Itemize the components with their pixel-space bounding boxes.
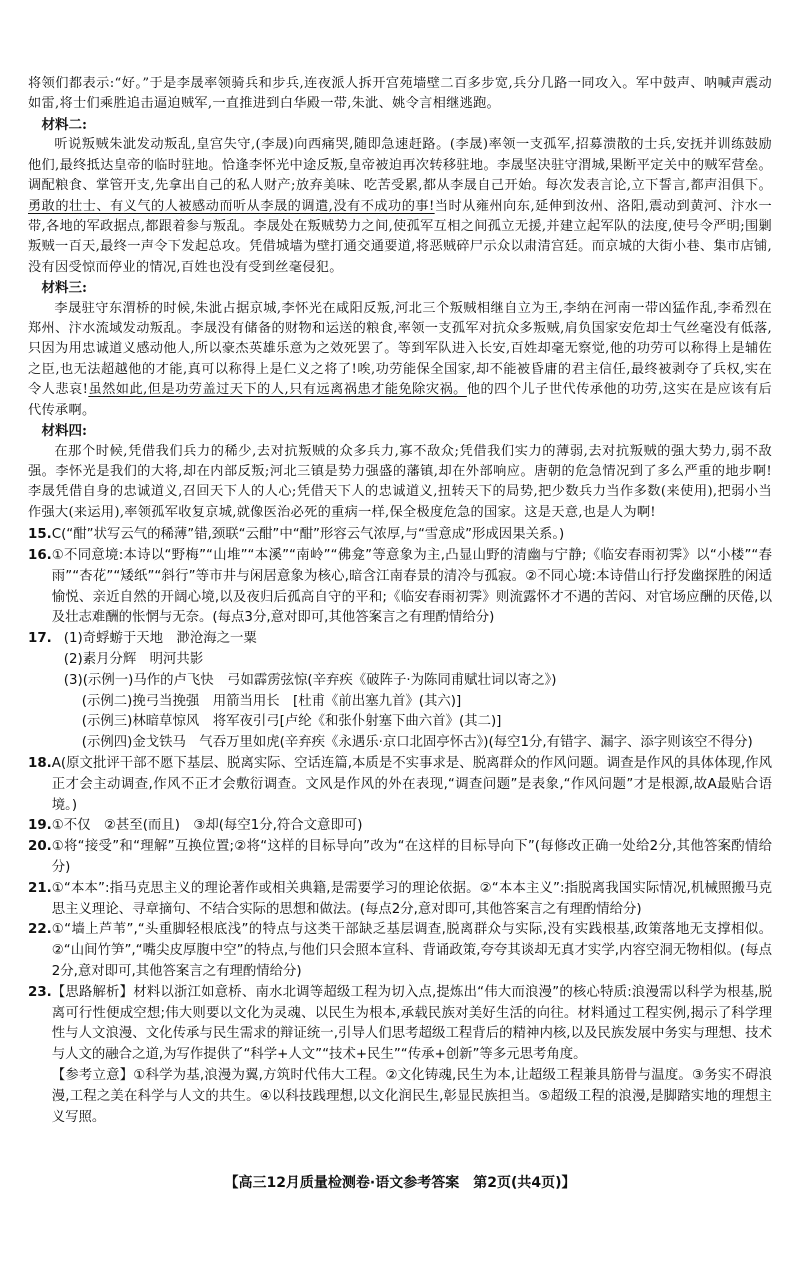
answer-17-line-3: (3)(示例一)马作的卢飞快 弓如霹雳弦惊(辛弃疾《破阵子·为陈同甫赋壮词以寄之》) xyxy=(63,672,557,688)
answer-text: A(原文批评干部不愿下基层、脱离实际、空话连篇,本质是不实事求是、脱离群众的作风问题。调查是作风的具体体现,作风正才会主动调查,作风不正才会敷衍调查。文风是作风的外在表现,“调查问题”是表象,“作风问题”才是根源,故A最贴合语境。) xyxy=(51,755,772,813)
answer-number: 21. xyxy=(28,880,52,896)
material-2-part1: 听说叛贼朱泚发动叛乱,皇宫失守,(李晟)向西痛哭,随即急速赶路。(李晟)率领一支孤军,招募溃散的士兵,安抚并训练鼓励他们,最终抵达皇帝的临时驻地。恰逢李怀光中途反叛,皇帝被迫再次转移驻地。李晟坚决驻守渭城,果断平定关中的贼军营垒。调配粮食、掌管开支,先拿出自己的私人财产;放弃美味、吃苦受累,都从李晟自己开始。每次发表言论,立下誓言,都声泪俱下。 xyxy=(28,137,772,194)
answer-text: C(“酣”状写云气的稀薄”错,颈联“云酣”中“酣”形容云气浓厚,与“雪意成”形成因果关系。) xyxy=(51,527,565,543)
answer-17-line-6: (示例四)金戈铁马 气吞万里如虎(辛弃疾《永遇乐·京口北固亭怀古》)(每空1分,有错字、漏字、添字则该空不得分) xyxy=(81,735,753,751)
material-2-underline: 勇敢的壮士、有义气的人被感动而听从李晟的调遣,没有不成功的事! xyxy=(28,198,435,214)
material-3-part2: 他的四个儿子世代传承他的功劳,这实在是应该有后代传承啊。 xyxy=(28,382,772,418)
answer-19 xyxy=(28,816,772,837)
answer-20 xyxy=(28,837,772,879)
answer-list xyxy=(28,525,772,1128)
material-4-title: 材料四: xyxy=(41,423,87,440)
answer-number: 22. xyxy=(28,922,52,938)
answer-number: 15. xyxy=(28,527,52,543)
answer-17-line-1: (1)奇蜉蝣于天地 渺沧海之一粟 xyxy=(63,631,257,647)
answer-23 xyxy=(28,983,772,1129)
answer-21 xyxy=(28,879,772,921)
answer-18 xyxy=(28,754,772,816)
answer-17 xyxy=(28,629,772,754)
page-footer: 【高三12月质量检测卷·语文参考答案 第2页(共4页)】 xyxy=(224,1175,576,1191)
material-4-text: 在那个时候,凭借我们兵力的稀少,去对抗叛贼的众多兵力,寡不敌众;凭借我们实力的薄弱,去对抗叛贼的强大势力,弱不敌强。李怀光是我们的大将,却在内部反叛;河北三镇是势力强盛的藩镇,却在外部响应。唐朝的危急情况到了多么严重的地步啊!李晟凭借自身的忠诚道义,召回天下人的人心;凭借天下人的忠诚道义,扭转天下的局势,把少数兵力当作多数(来使用),把弱小当作强大(来运用),率领孤军收复京城,就像医治必死的重病一样,保全极度危急的国家。这是天意,也是人为啊! xyxy=(28,443,772,520)
material-3-part1: 李晟驻守东渭桥的时候,朱泚占据京城,李怀光在咸阳反叛,河北三个叛贼相继自立为王,李纳在河南一带凶猛作乱,李希烈在郑州、汴水流域发动叛乱。李晟没有储备的财物和运送的粮食,率领一支孤军对抗众多叛贼,肩负国家安危却士气丝毫没有低落,只因为用忠诚道义感动他人,所以豪杰英雄乐意为之效死罢了。等到军队进入长安,百姓却毫无察觉,他的功劳可以称得上是辅佐之臣,也无法超越他的才能,真可以称得上是仁义之将了!唉,功劳能保全国家,却不能被昏庸的君主信任,最终被剥夺了兵权,实在令人悲哀! xyxy=(28,300,772,398)
answer-22 xyxy=(28,920,772,982)
translation-passage xyxy=(28,74,772,523)
answer-17-lines xyxy=(52,629,772,754)
answer-number: 16. xyxy=(28,548,52,564)
answer-number: 20. xyxy=(28,839,52,855)
material-3-underline: 虽然如此,但是功劳盖过天下的人,只有远离祸患才能免除灾祸。 xyxy=(88,382,467,398)
material-3-text xyxy=(28,299,772,421)
answer-text: ①“本本”:指马克思主义的理论著作或相关典籍,是需要学习的理论依据。②“本本主义”:指脱离我国实际情况,机械照搬马克思主义理论、寻章摘句、不结合实际的思想和做法。(每点2分,意对即可,其他答案言之有理酌情给分) xyxy=(51,880,772,917)
answer-16 xyxy=(28,546,772,629)
answer-number: 19. xyxy=(28,818,52,834)
answer-number: 17. xyxy=(28,631,52,647)
answer-text: ①将“接受”和“理解”互换位置;②将“这样的目标导向”改为“在这样的目标导向下”(每修改正确一处给2分,其他答案酌情给分) xyxy=(51,839,772,875)
answer-text: ①不仅 ②甚至(而且) ③却(每空1分,符合文意即可) xyxy=(51,818,363,834)
answer-17-line-5: (示例三)林暗草惊风 将军夜引弓[卢纶《和张仆射塞下曲六首》(其二)] xyxy=(81,714,502,730)
answer-17-line-4: (示例二)挽弓当挽强 用箭当用长 [杜甫《前出塞九首》(其六)] xyxy=(81,693,462,709)
answer-text: ①不同意境:本诗以“野梅”“山堆”“本溪”“南岭”“佛龛”等意象为主,凸显山野的清幽与宁静;《临安春雨初霁》以“小楼”“春雨”“杏花”“矮纸”“斜行”等市井与闲居意象为核心,暗含江南春景的清冷与孤寂。②不同心境:本诗借山行抒发幽探胜的闲适愉悦、亲近自然的开阔心境,以及夜归后孤高自守的平和;《临安春雨初霁》则流露怀才不遇的苦闷、对官场应酬的厌倦,以及壮志难酬的怅惘与无奈。(每点3分,意对即可,其他答案言之有理酌情给分) xyxy=(51,548,772,626)
answer-text: ①“墙上芦苇”,“头重脚轻根底浅”的特点与这类干部缺乏基层调查,脱离群众与实际,没有实践根基,政策落地无支撑相似。②“山间竹笋”,“嘴尖皮厚腹中空”的特点,与他们只会照本宣科、背诵政策,夸夸其谈却无真才实学,内容空洞无物相似。(每点2分,意对即可,其他答案言之有理酌情给分) xyxy=(51,922,772,979)
material-2-title: 材料二: xyxy=(41,116,87,133)
answer-23-analysis: 【思路解析】材料以浙江如意桥、南水北调等超级工程为切入点,提炼出“伟大而浪漫”的核心特质:浪漫需以科学为根基,脱离可行性便成空想;伟大则要以文化为灵魂、以民生为根本,承载民族对美好生活的向往。材料通过工程实例,揭示了科学理性与人文浪漫、文化传承与民生需求的辩证统一,引导人们思考超级工程背后的精神内核,以及民族发展中务实与理想、技术与人文的融合之道,为写作提供了“科学+人文”“技术+民生”“传承+创新”等多元思考角度。 xyxy=(51,984,772,1063)
answer-number: 23. xyxy=(28,984,52,1000)
answer-23-ideas: 【参考立意】①科学为基,浪漫为翼,方筑时代伟大工程。②文化铸魂,民生为本,让超级工程兼具筋骨与温度。③务实不碍浪漫,工程之美在科学与人文的共生。④以科技践理想,以文化润民生,彰显民族担当。⑤超级工程的浪漫,是脚踏实地的理想主义写照。 xyxy=(51,1067,772,1125)
answer-15 xyxy=(28,525,772,546)
material-2-part2: 当时从雍州向东,延伸到汝州、洛阳,震动到黄河、汴水一带,各地的军政据点,都跟着参与叛乱。李晟处在叛贼势力之间,使孤军互相之间孤立无援,并建立起军队的法度,使号令严明;围剿叛贼一百天,最终一声令下发起总攻。凭借城墙为壁打通交通要道,将恶贼碎尸示众以肃清宫廷。而京城的大街小巷、集市店铺,没有因受惊而停业的情况,百姓也没有受到丝毫侵犯。 xyxy=(28,198,772,275)
passage-intro: 将领们都表示:“好。”于是李晟率领骑兵和步兵,连夜派人拆开宫苑墙壁二百多步宽,兵分几路一同攻入。军中鼓声、呐喊声震动如雷,将士们乘胜追击逼迫贼军,一直推进到白华殿一带,朱泚、姚令言相继逃跑。 xyxy=(28,76,772,112)
material-2-text xyxy=(28,135,772,278)
answer-23-body xyxy=(52,983,772,1129)
answer-17-line-2: (2)素月分辉 明河共影 xyxy=(63,652,204,667)
answer-number: 18. xyxy=(28,755,52,771)
material-3-title: 材料三: xyxy=(41,280,87,297)
